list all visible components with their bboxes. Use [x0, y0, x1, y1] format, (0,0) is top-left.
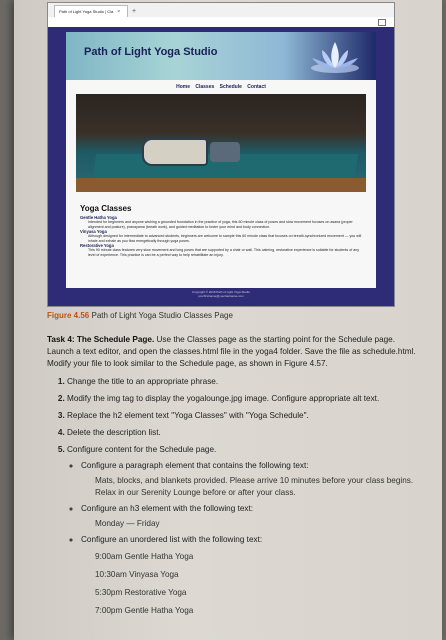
h3-text: Monday — Friday — [95, 519, 160, 528]
schedule-item: 7:00pm Gentle Hatha Yoga — [95, 606, 194, 615]
new-tab-icon[interactable]: + — [132, 8, 137, 15]
browser-tab[interactable] — [54, 5, 128, 17]
step-item: 4. Delete the description list. — [67, 427, 417, 439]
class-description: Intended for beginners and anyone wishing a grounded foundation in the practice of yoga, this 60 minute class of poses and slow movement focuses on asana (proper alignment and posture), pranayama (breath work), and guided meditation to foster your mind and body connection. — [88, 220, 353, 229]
browser-tab-title: Path of Light Yoga Studio | Cla — [59, 9, 114, 14]
site-footer — [66, 288, 376, 303]
task-label: Task 4: The Schedule Page. — [47, 335, 155, 344]
schedule-item: 9:00am Gentle Hatha Yoga — [95, 552, 194, 561]
nav-schedule[interactable]: Schedule — [219, 84, 242, 90]
site-title: Path of Light Yoga Studio — [84, 46, 218, 58]
class-name: Vinyasa Yoga — [80, 229, 107, 235]
figure-number: Figure 4.56 — [47, 311, 90, 320]
substep-item — [81, 534, 417, 620]
schedule-list — [95, 548, 417, 620]
site-content — [66, 80, 376, 290]
nav-contact[interactable]: Contact — [247, 84, 266, 90]
class-name: Restorative Yoga — [80, 243, 114, 249]
class-description: Although designed for intermediate to advanced students, beginners are welcome to sample this 60 minute class that focuses on breath-synchronized movement — you will inhale and exhale as you flow energetically through yoga poses. — [88, 234, 362, 243]
photo-floor — [76, 178, 366, 192]
figure-caption — [47, 311, 233, 320]
close-tab-icon[interactable]: × — [117, 8, 121, 15]
photo-bag — [142, 138, 208, 166]
yoga-mat-photo — [76, 94, 366, 192]
photo-towel — [210, 142, 240, 162]
substeps-list — [67, 460, 417, 620]
browser-screenshot — [47, 2, 395, 307]
paragraph-text: Mats, blocks, and blankets provided. Please arrive 10 minutes before your class begins. Relax in our Serenity Lounge before or after your class. — [95, 476, 414, 497]
footer-copyright: Copyright © 2018 Path of Light Yoga Studio — [192, 290, 250, 294]
task-body — [47, 334, 417, 625]
schedule-item: 10:30am Vinyasa Yoga — [95, 570, 179, 579]
maximize-icon[interactable] — [378, 19, 386, 26]
task-paragraph — [47, 334, 417, 370]
task-text: Use the Classes page as the starting point for the Schedule page. Launch a text editor, and open the classes.html file in the yoga4 folder. Save the file as schedule.html. Modify your file to look similar to the Schedule page, as shown in Figure 4.57. — [47, 335, 416, 368]
nav-classes[interactable]: Classes — [195, 84, 215, 90]
substep-item — [81, 460, 417, 499]
steps-list — [47, 376, 417, 620]
step-item: 3. Replace the h2 element text "Yoga Classes" with "Yoga Schedule". — [67, 410, 417, 422]
book-page — [14, 0, 442, 640]
step-item-text: Configure content for the Schedule page. — [67, 445, 217, 454]
browser-tab-bar — [48, 3, 394, 17]
schedule-item: 5:30pm Restorative Yoga — [95, 588, 187, 597]
step-item — [67, 444, 417, 620]
substep-label: Configure an unordered list with the following text: — [81, 535, 263, 544]
class-name: Gentle Hatha Yoga — [80, 215, 117, 220]
substep-item — [81, 503, 417, 530]
classes-section — [80, 204, 364, 258]
footer-email-link[interactable]: yourfirstname@yourlastname.com — [198, 294, 244, 298]
substep-label: Configure an h3 element with the following text: — [81, 504, 254, 513]
substep-label: Configure a paragraph element that contains the following text: — [81, 461, 309, 470]
site-banner — [66, 32, 376, 80]
step-item: 2. Modify the img tag to display the yogalounge.jpg image. Configure appropriate alt text. — [67, 393, 417, 405]
lotus-logo-icon — [308, 38, 362, 76]
classes-heading: Yoga Classes — [80, 204, 132, 213]
yoga-website — [48, 27, 394, 306]
site-nav — [66, 80, 376, 90]
nav-home[interactable]: Home — [176, 84, 190, 90]
class-description: This 90 minute class features very slow movement and long poses that are supported by a chair or wall. This calming, restorative experience is suitable for students of any level of experience. This practice is can be a perfect way to help rehabilitate an injury. — [88, 248, 359, 257]
step-item: 1. Change the title to an appropriate phrase. — [67, 376, 417, 388]
figure-caption-text: Path of Light Yoga Studio Classes Page — [91, 311, 233, 320]
